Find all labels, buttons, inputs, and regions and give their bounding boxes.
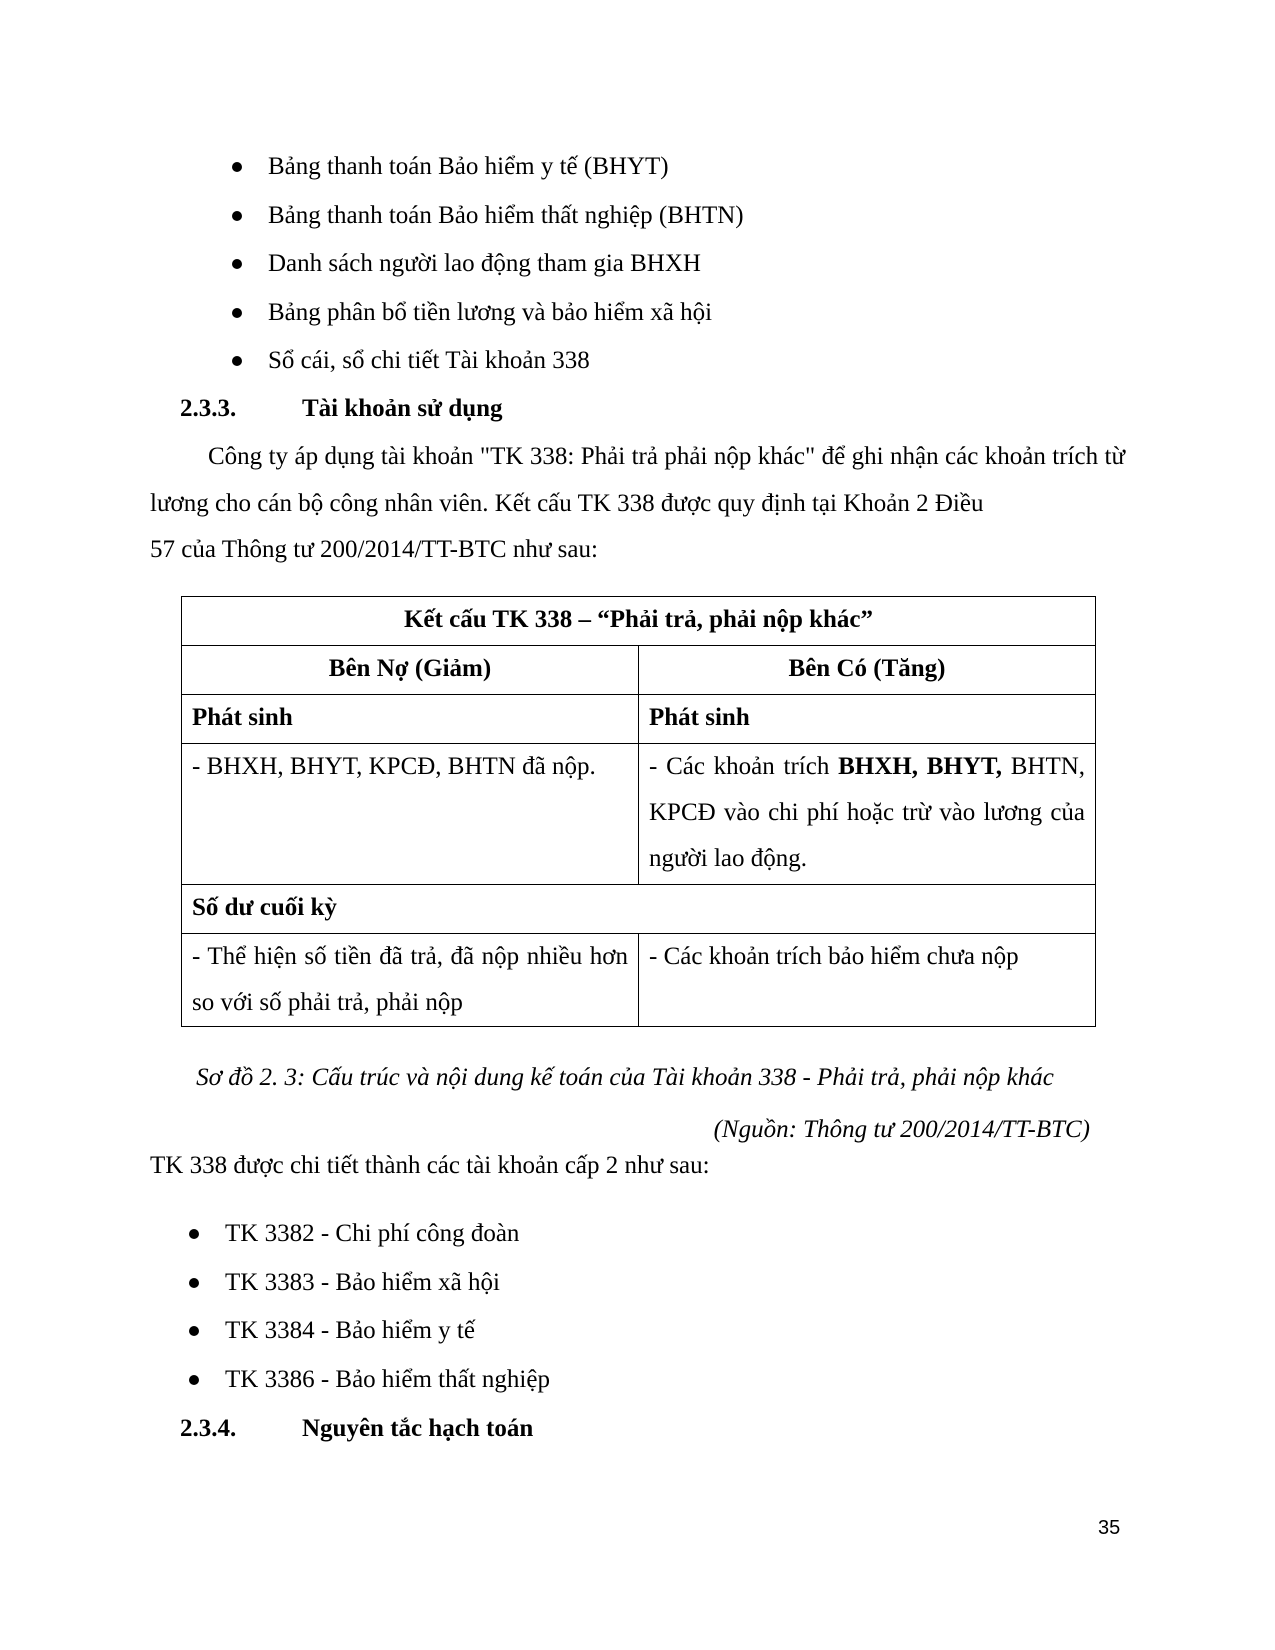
account-structure-table	[181, 596, 1096, 1027]
list-item: Bảng phân bổ tiền lương và bảo hiểm xã hội	[232, 289, 744, 338]
list-item: TK 3383 - Bảo hiểm xã hội	[189, 1259, 550, 1308]
bullet-dot-icon	[232, 211, 242, 221]
cell-balance-credit: - Các khoản trích bảo hiểm chưa nộp	[639, 934, 1096, 1027]
bullet-dot-icon	[232, 308, 242, 318]
bullet-dot-icon	[189, 1326, 199, 1336]
column-header-debit: Bên Nợ (Giảm)	[182, 646, 639, 695]
page-number: 35	[1098, 1517, 1121, 1539]
bullet-dot-icon	[232, 259, 242, 269]
row-label-arising-credit: Phát sinh	[639, 695, 1096, 744]
sub-accounts-list	[189, 1210, 550, 1404]
list-item: Bảng thanh toán Bảo hiểm y tế (BHYT)	[232, 143, 744, 192]
section-title: Tài khoản sử dụng	[302, 395, 503, 422]
section-number: 2.3.3.	[180, 395, 237, 422]
section-title: Nguyên tắc hạch toán	[302, 1415, 534, 1442]
figure-source: (Nguồn: Thông tư 200/2014/TT-BTC)	[713, 1116, 1090, 1143]
section-heading-2-3-3	[180, 385, 503, 433]
figure-caption: Sơ đồ 2. 3: Cấu trúc và nội dung kế toán của Tài khoản 338 - Phải trả, phải nộp khác	[196, 1064, 1054, 1091]
bullet-dot-icon	[232, 162, 242, 172]
list-item: Bảng thanh toán Bảo hiểm thất nghiệp (BHTN)	[232, 192, 744, 241]
section-number: 2.3.4.	[180, 1415, 237, 1442]
document-list-top	[232, 143, 744, 386]
row-label-arising-debit: Phát sinh	[182, 695, 639, 744]
bullet-dot-icon	[189, 1375, 199, 1385]
list-item: TK 3386 - Bảo hiểm thất nghiệp	[189, 1356, 550, 1405]
bullet-dot-icon	[189, 1229, 199, 1239]
cell-arising-credit: - Các khoản trích BHXH, BHYT, BHTN, KPCĐ vào chi phí hoặc trừ vào lương của người lao động.	[639, 744, 1096, 885]
intro-paragraph: Công ty áp dụng tài khoản "TK 338: Phải trả phải nộp khác" để ghi nhận các khoản trích từ lương cho cán bộ công nhân viên. Kết cấu TK 338 được quy định tại Khoản 2 Điều 57 của Thông tư 200/2014/TT-BTC như sau:	[150, 443, 1126, 563]
bullet-dot-icon	[232, 356, 242, 366]
bullet-dot-icon	[189, 1278, 199, 1288]
row-label-balance: Số dư cuối kỳ	[182, 885, 1096, 934]
list-item: TK 3384 - Bảo hiểm y tế	[189, 1307, 550, 1356]
cell-arising-debit: - BHXH, BHYT, KPCĐ, BHTN đã nộp.	[182, 744, 639, 885]
column-header-credit: Bên Có (Tăng)	[639, 646, 1096, 695]
list-item: TK 3382 - Chi phí công đoàn	[189, 1210, 550, 1259]
section-heading-2-3-4	[180, 1405, 533, 1453]
list-item: Sổ cái, sổ chi tiết Tài khoản 338	[232, 337, 744, 386]
table-title: Kết cấu TK 338 – “Phải trả, phải nộp khác”	[182, 597, 1096, 646]
cell-balance-debit: - Thể hiện số tiền đã trả, đã nộp nhiều hơn so với số phải trả, phải nộp	[182, 934, 639, 1027]
list-item: Danh sách người lao động tham gia BHXH	[232, 240, 744, 289]
sub-accounts-intro: TK 338 được chi tiết thành các tài khoản cấp 2 như sau:	[150, 1152, 710, 1179]
